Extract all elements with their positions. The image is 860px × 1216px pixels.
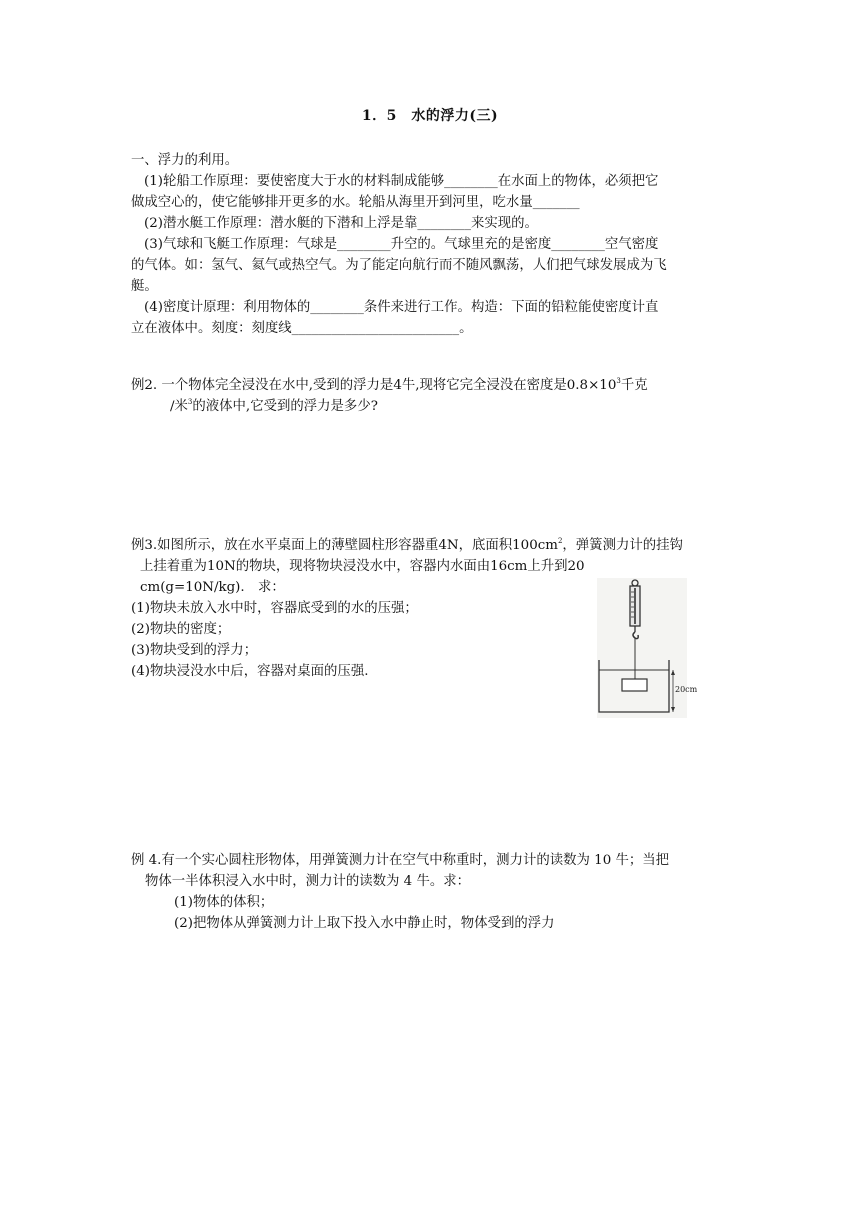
example-4-question-2: (2)把物体从弹簧测力计上取下投入水中静止时，物体受到的浮力 — [174, 916, 555, 931]
section-heading: 一、浮力的利用。 — [131, 153, 239, 168]
example-2 — [131, 375, 731, 417]
example-4 — [131, 850, 731, 934]
example-2-unit: /米 — [170, 399, 188, 414]
example-3-line3: cm(g=10N/kg). 求： — [140, 580, 285, 595]
spring-scale-figure — [597, 578, 698, 718]
example-3-question-3: (3)物块受到的浮力； — [131, 643, 258, 658]
page-title: 1．5 水的浮力(三) — [361, 108, 499, 124]
superscript: 3 — [187, 397, 193, 406]
block-icon — [622, 679, 647, 691]
item-hydrometer-line1: (4)密度计原理：利用物体的________条件来进行工作。构造：下面的铅粒能使密度计直 — [144, 300, 659, 315]
item-hydrometer-line2: 立在液体中。刻度：刻度线_________________________。 — [131, 321, 473, 336]
example-3-text: 例3.如图所示，放在水平桌面上的薄壁圆柱形容器重4N，底面积100cm — [131, 538, 558, 553]
superscript: 2 — [557, 536, 563, 545]
example-2-line2 — [131, 396, 731, 417]
example-4-line2: 物体一半体积浸入水中时，测力计的读数为 4 牛。求： — [145, 874, 471, 889]
example-3-line2: 上挂着重为10N的物块，现将物块浸没水中，容器内水面由16cm上升到20 — [140, 559, 585, 574]
example-3-question-4: (4)物块浸没水中后，容器对桌面的压强. — [131, 664, 369, 679]
item-ship-line1: (1)轮船工作原理：要使密度大于水的材料制成能够________在水面上的物体，必须把它 — [144, 174, 659, 189]
item-balloon-line3: 艇。 — [131, 279, 158, 294]
example-4-question-1: (1)物体的体积； — [174, 895, 274, 910]
example-3-question-2: (2)物块的密度； — [131, 622, 231, 637]
example-3-question-1: (1)物块未放入水中时，容器底受到的水的压强； — [131, 601, 418, 616]
item-ship-line2: 做成空心的，使它能够排开更多的水。轮船从海里开到河里，吃水量_______ — [131, 195, 580, 210]
example-3-text: ，弹簧测力计的挂钩 — [562, 538, 683, 553]
superscript: 3 — [616, 376, 621, 385]
section-buoyancy-uses — [131, 150, 731, 339]
item-submarine: (2)潜水艇工作原理：潜水艇的下潜和上浮是靠________来实现的。 — [144, 216, 538, 231]
item-balloon-line2: 的气体。如：氢气、氦气或热空气。为了能定向航行而不随风飘荡，人们把气球发展成为飞 — [131, 258, 667, 273]
example-2-unit: 千克 — [620, 378, 648, 393]
example-2-question: 的液体中,它受到的浮力是多少? — [192, 399, 378, 414]
example-4-line1: 例 4.有一个实心圆柱形物体，用弹簧测力计在空气中称重时，测力计的读数为 10 牛；当把 — [131, 853, 670, 868]
figure-height-label: 20cm — [675, 685, 698, 694]
example-3-line1 — [131, 535, 731, 556]
example-2-text: 例2. 一个物体完全浸没在水中,受到的浮力是4牛,现将它完全浸没在密度是0.8×10 — [131, 378, 617, 393]
spring-scale-diagram — [597, 578, 698, 718]
item-balloon-line1: (3)气球和飞艇工作原理：气球是________升空的。气球里充的是密度________空气密度 — [144, 237, 659, 252]
example-2-line1 — [131, 375, 731, 396]
